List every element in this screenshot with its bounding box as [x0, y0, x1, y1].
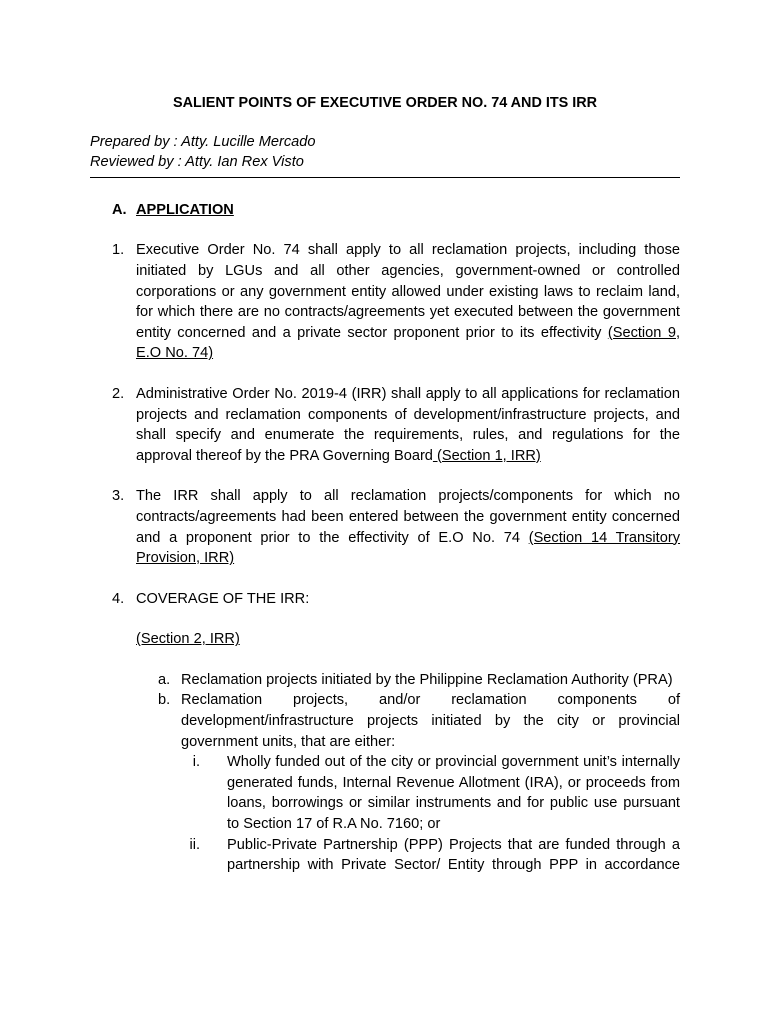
item-number: 3. — [112, 488, 125, 505]
sub-sub-item-numeral: ii. — [189, 836, 200, 853]
item-number: 2. — [112, 385, 125, 402]
list-item-2 — [90, 384, 680, 466]
sub-sub-item-text: Wholly funded out of the city or provincial government unit’s internally generated funds, Internal Revenue Allotment (IRA), or proceeds from loans, borrowings or similar instruments and for public use pursuant to Section 17 of R.A No. 7160; or — [227, 754, 680, 833]
sub-item-letter: b. — [158, 692, 171, 709]
sub-sub-item-numeral: i. — [192, 754, 200, 771]
sub-item-a — [90, 670, 680, 691]
section-heading — [112, 200, 680, 221]
reviewed-by: Reviewed by : Atty. Ian Rex Visto — [90, 154, 304, 171]
item-number: 4. — [112, 590, 125, 607]
list-item-3 — [90, 486, 680, 568]
item-reference: (Section 9, E.O No. 74) — [136, 324, 680, 362]
sub-item-letter: a. — [158, 671, 171, 688]
list-item-1 — [90, 240, 680, 364]
header-divider — [90, 177, 680, 178]
sub-sub-item-ii — [90, 835, 680, 876]
section-label: APPLICATION — [136, 201, 234, 218]
item-text: Executive Order No. 74 shall apply to all reclamation projects, including those initiated by LGUs and all other agencies, government-owned or controlled corporations or any government entity allowed under existing laws to reclaim land, for which there are no contracts/agreements yet executed between the government entity concerned and a private sector proponent prior to its effectivity — [136, 242, 680, 341]
sub-sub-item-text: Public-Private Partnership (PPP) Projects that are funded through a partnership with Private Sector/ Entity through PPP in accordance — [227, 836, 680, 874]
document-page — [90, 93, 680, 876]
coverage-reference-line — [90, 629, 680, 650]
prepared-by: Prepared by : Atty. Lucille Mercado — [90, 133, 316, 150]
document-title: SALIENT POINTS OF EXECUTIVE ORDER NO. 74 AND ITS IRR — [172, 95, 598, 111]
item-reference: (Section 1, IRR) — [432, 447, 541, 464]
section-letter: A. — [112, 201, 127, 218]
sub-item-b — [90, 690, 680, 752]
sub-item-text: Reclamation projects, and/or reclamation components of development/infrastructure projects initiated by the city or provincial government units, that are either: — [181, 692, 680, 750]
item-text: Administrative Order No. 2019-4 (IRR) shall apply to all applications for reclamation projects and reclamation components of development/infrastructure projects, and shall specify and enumerate the requirements, rules, and regulations for the approval thereof by the PRA Governing Board — [136, 385, 680, 464]
coverage-reference: (Section 2, IRR) — [136, 631, 240, 648]
item-text: The IRR shall apply to all reclamation projects/components for which no contracts/agreements had been entered between the government entity concerned and a proponent prior to the effectivity of E.O No. 74 — [136, 488, 680, 546]
sub-sub-item-i — [90, 752, 680, 834]
item-text: COVERAGE OF THE IRR: — [136, 590, 310, 607]
item-reference: (Section 14 Transitory Provision, IRR) — [136, 529, 681, 567]
item-number: 1. — [112, 242, 125, 259]
list-item-4 — [90, 589, 680, 610]
sub-item-text: Reclamation projects initiated by the Philippine Reclamation Authority (PRA) — [181, 671, 673, 688]
